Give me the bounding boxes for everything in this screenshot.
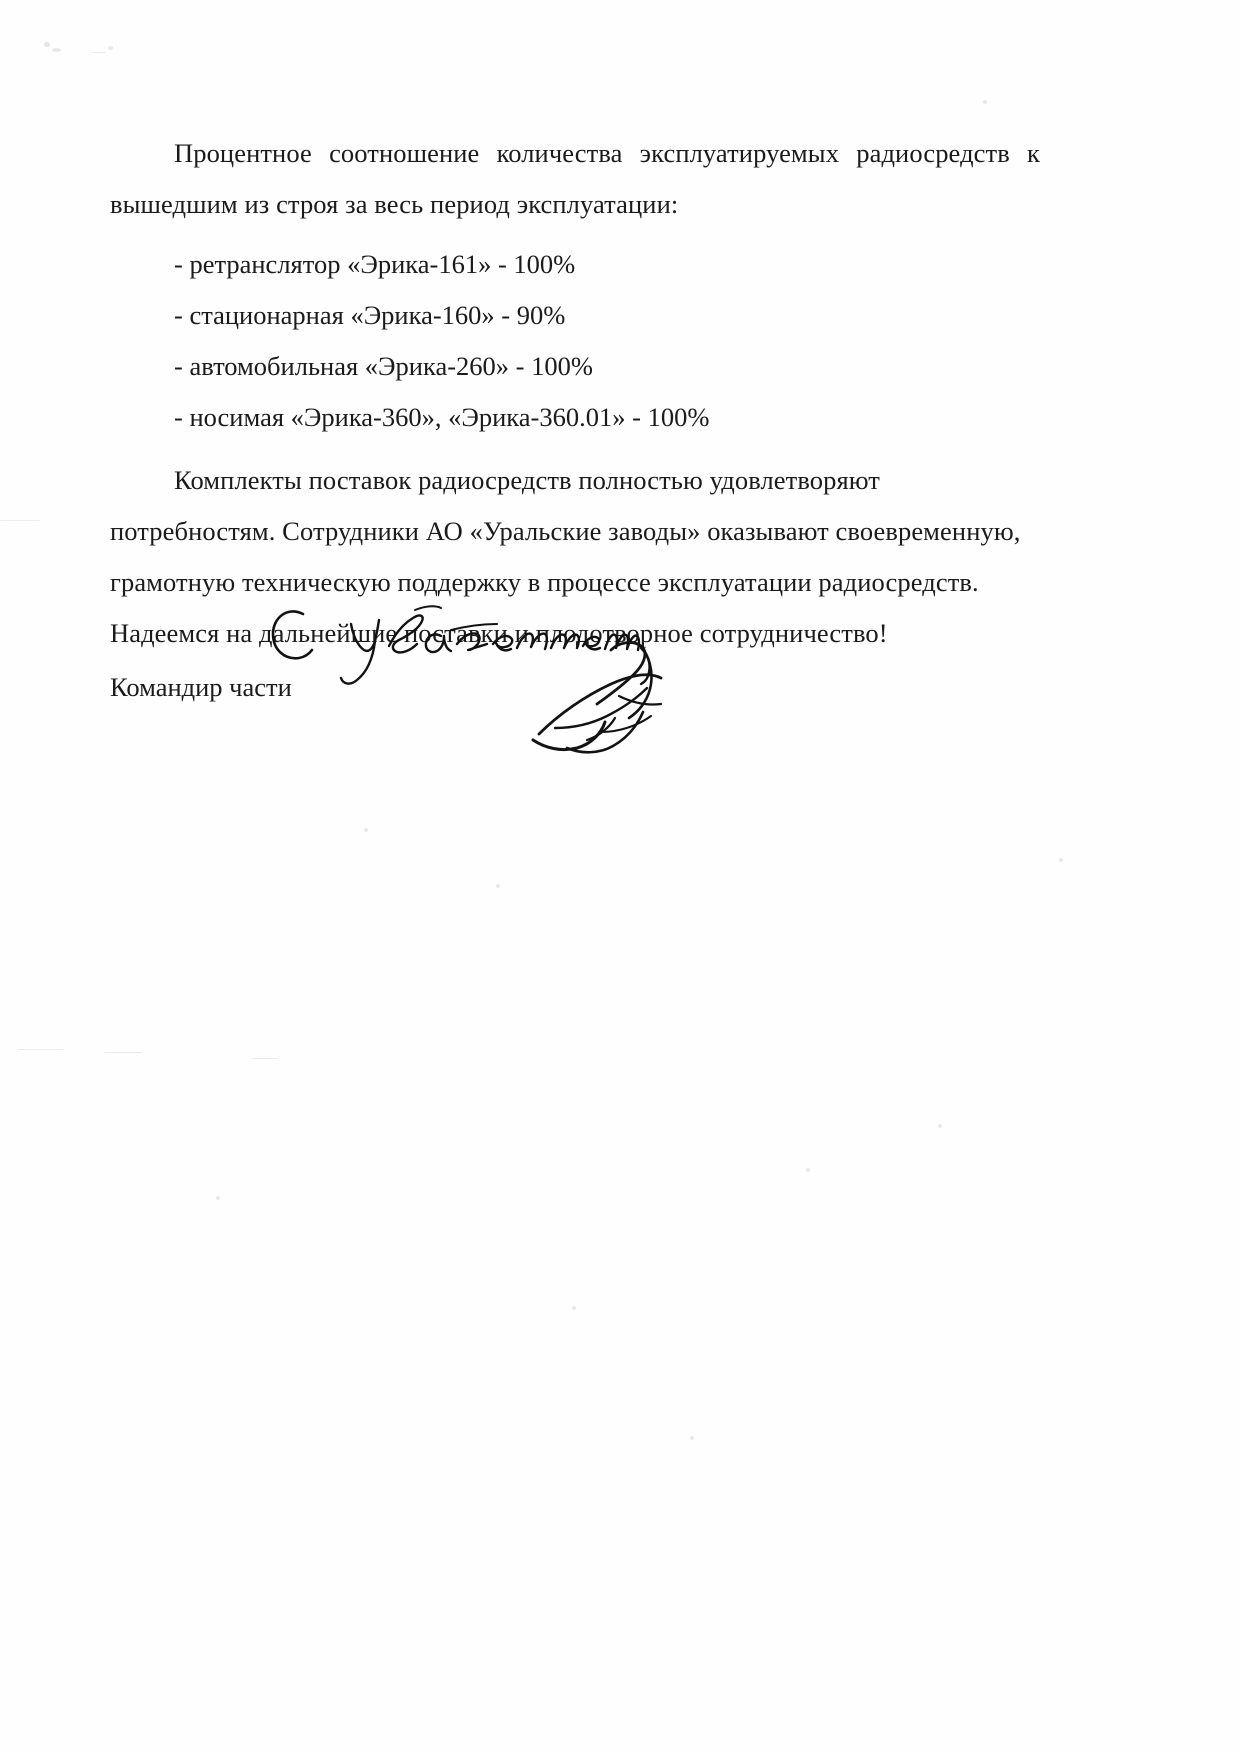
- scan-speckle: [104, 1052, 142, 1053]
- spacer: [110, 443, 1040, 455]
- intro-paragraph: Процентное соотношение количества эксплуатируемых радиосредств к вышедшим из строя за весь период эксплуатации:: [110, 138, 1040, 219]
- list-item: - носимая «Эрика-360», «Эрика-360.01» - 100%: [174, 402, 710, 432]
- list-item: - стационарная «Эрика-160» - 90%: [174, 300, 566, 330]
- closing-paragraph: Комплекты поставок радиосредств полностью удовлетворяют потребностям. Сотрудники АО «Уральские заводы» оказывают своевременную, грамотную техническую поддержку в процессе эксплуатации радиосредств. Надеемся на дальнейшие поставки и плодотворное сотрудничество!: [110, 465, 1021, 648]
- scan-speckle: [92, 52, 106, 53]
- equipment-list: [110, 239, 1040, 443]
- scan-speckle: [252, 1058, 278, 1059]
- document-text-body: [110, 128, 1040, 659]
- scan-speckle: [52, 48, 61, 52]
- scan-speckle: [364, 828, 368, 832]
- signature-mark-icon: [515, 636, 695, 756]
- scan-speckle: [216, 1196, 220, 1200]
- list-item: - автомобильная «Эрика-260» - 100%: [174, 351, 593, 381]
- scan-speckle: [44, 42, 50, 47]
- scan-speckle: [806, 1168, 810, 1172]
- scan-speckle: [496, 884, 500, 888]
- scan-speckle: [938, 1124, 942, 1128]
- scan-speckle: [108, 46, 113, 50]
- scan-speckle: [690, 1436, 694, 1440]
- scan-speckle: [572, 1306, 576, 1310]
- signature-block: [110, 598, 1040, 758]
- signer-title: Командир части: [110, 672, 292, 702]
- scan-speckle: [0, 520, 40, 521]
- scan-speckle: [983, 100, 987, 104]
- list-item: - ретранслятор «Эрика-161» - 100%: [174, 249, 576, 279]
- spacer: [110, 230, 1040, 239]
- scan-speckle: [18, 1049, 64, 1050]
- scan-speckle: [1059, 858, 1063, 862]
